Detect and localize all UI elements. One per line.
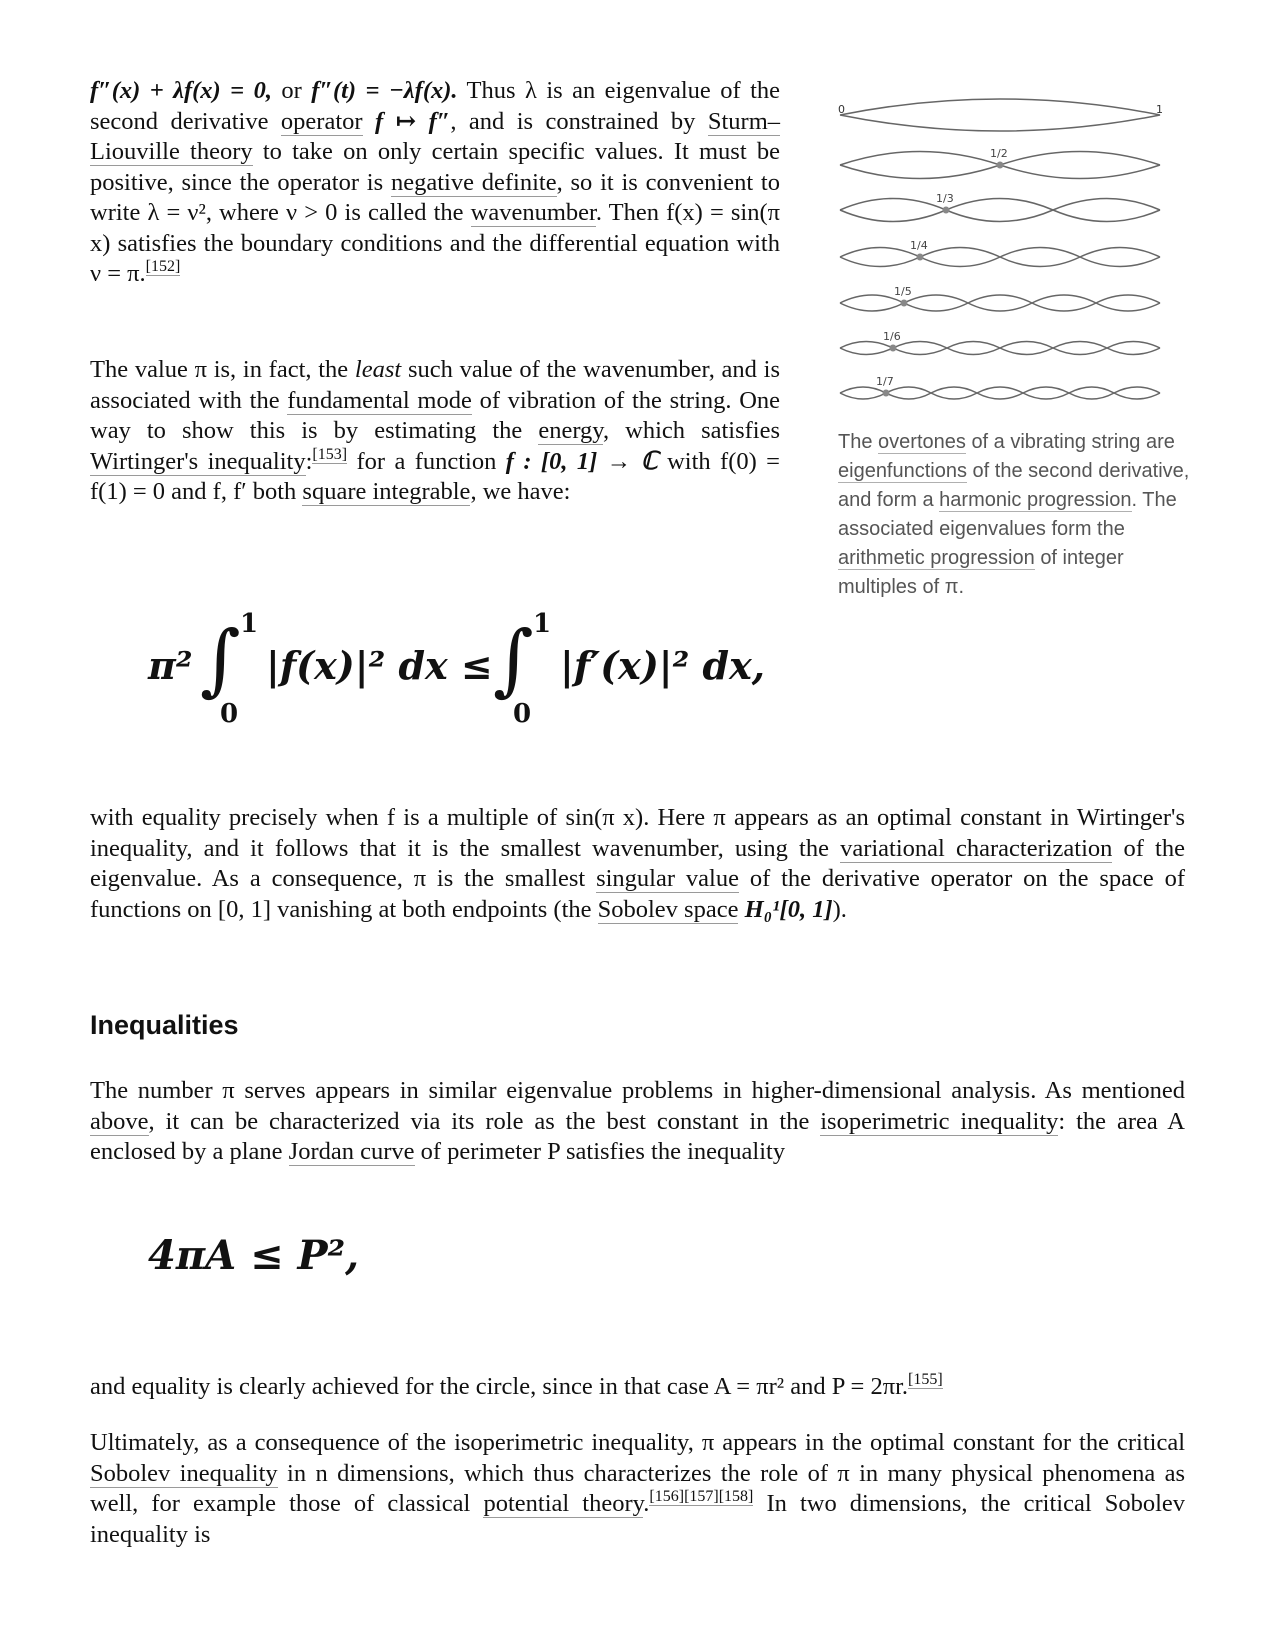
equation-inline: f″(t) = −λf(x). <box>311 77 458 104</box>
paragraph-equality: with equality precisely when f is a multiple of sin(π x). Here π appears as an optimal constant in Wirtinger's inequality, and it follows that it is the smallest wavenumber, using the variational characterization of the eigenvalue. As a consequence, π is the smallest singular value of the derivative operator on the space of functions on [0, 1] vanishing at both endpoints (the Sobolev space H₀¹[0, 1]). <box>90 804 1185 923</box>
citation-153[interactable]: [153] <box>312 445 348 463</box>
link-isoperimetric-inequality[interactable]: isoperimetric inequality <box>820 1107 1059 1135</box>
link-overtones[interactable]: overtones <box>878 431 966 453</box>
svg-text:1/2: 1/2 <box>990 147 1008 160</box>
link-eigenfunctions[interactable]: eigenfunctions <box>838 460 967 482</box>
link-wirtinger-inequality[interactable]: Wirtinger's inequality <box>90 447 306 475</box>
equation-inline: f″(x) + λf(x) = 0, <box>90 77 272 104</box>
link-square-integrable[interactable]: square integrable <box>302 478 471 505</box>
citation-152[interactable]: [152] <box>145 258 181 275</box>
link-energy[interactable]: energy <box>538 417 603 444</box>
svg-text:1/5: 1/5 <box>894 285 912 298</box>
svg-text:1: 1 <box>1156 103 1163 116</box>
string-mode-5 <box>840 285 1160 311</box>
citations-156-158[interactable]: [156][157][158] <box>649 1488 754 1505</box>
paragraph-eigenvalue: f″(x) + λf(x) = 0, or f″(t) = −λf(x). Thus λ is an eigenvalue of the second derivative operator f ↦ f″, and is constrained by Sturm–Liouville theory to take on only certain specific values. It must be positive, since the operator is negative definite, so it is convenient to write λ = ν², where ν > 0 is called the wavenumber. Then f(x) = sin(π x) satisfies the boundary conditions and the differential equation with ν = π.[152] <box>90 77 781 287</box>
svg-text:1/6: 1/6 <box>883 330 901 343</box>
wirtinger-formula: π² ∫ 1 0 |f(x)|² dx ≤ ∫ 1 0 |f′(x)|² dx, <box>148 609 765 729</box>
string-mode-2 <box>840 147 1160 179</box>
link-sobolev-inequality[interactable]: Sobolev inequality <box>90 1459 278 1487</box>
paragraph-sobolev: Ultimately, as a consequence of the isoperimetric inequality, π appears in the optimal constant for the critical Sobolev inequality in n dimensions, which thus characterizes the role of π in many physical phenomena as well, for example those of classical potential theory.[156][157][158] In two dimensions, the critical Sobolev inequality is <box>90 1429 1186 1548</box>
link-fundamental-mode[interactable]: fundamental mode <box>287 386 472 414</box>
link-negative-definite[interactable]: negative definite <box>390 168 557 196</box>
link-sturm-liouville[interactable]: Sturm–Liouville theory <box>90 107 781 165</box>
link-potential-theory[interactable]: potential theory <box>483 1490 644 1517</box>
integral-sign: ∫ <box>200 615 241 705</box>
link-arithmetic-progression[interactable]: arithmetic progression <box>838 547 1035 569</box>
svg-text:1/7: 1/7 <box>876 375 894 388</box>
string-mode-4 <box>840 239 1160 267</box>
figure-caption: The overtones of a vibrating string are eigenfunctions of the second derivative, and form a harmonic progression. The associated eigenvalues form the arithmetic progression of integer multiples of π. <box>838 431 1190 598</box>
svg-text:0: 0 <box>838 103 845 116</box>
paragraph-least-value: The value π is, in fact, the least such value of the wavenumber, and is associated with the fundamental mode of vibration of the string. One way to show this is by estimating the energy, which satisfies Wirtinger's inequality:[153] for a function f : [0, 1] → ℂ with f(0) = f(1) = 0 and f, f′ both square integrable, we have: <box>90 356 781 505</box>
link-above[interactable]: above <box>90 1107 149 1135</box>
citation-155[interactable]: [155] <box>908 1371 943 1388</box>
integral-sign: ∫ <box>493 615 534 705</box>
link-variational-characterization[interactable]: variational characterization <box>840 834 1113 862</box>
paragraph-circle: and equality is clearly achieved for the circle, since in that case A = πr² and P = 2πr.[155] <box>90 1371 943 1400</box>
link-wavenumber[interactable]: wavenumber <box>470 199 596 226</box>
section-heading-inequalities: Inequalities <box>90 1010 239 1040</box>
link-singular-value[interactable]: singular value <box>596 865 739 892</box>
link-jordan-curve[interactable]: Jordan curve <box>288 1138 415 1165</box>
string-mode-6 <box>840 330 1160 355</box>
link-sobolev-space[interactable]: Sobolev space <box>597 895 739 923</box>
link-operator[interactable]: operator <box>280 107 363 135</box>
paragraph-isoperimetric: The number π serves appears in similar eigenvalue problems in higher-dimensional analysis. As mentioned above, it can be characterized via its role as the best constant in the isoperimetric inequality: the area A enclosed by a plane Jordan curve of perimeter P satisfies the inequality <box>90 1077 1185 1165</box>
string-mode-3 <box>840 192 1160 222</box>
svg-text:1/3: 1/3 <box>936 192 954 205</box>
link-harmonic-progression[interactable]: harmonic progression <box>939 489 1132 511</box>
overtones-figure <box>830 95 1180 415</box>
string-mode-1 <box>838 99 1163 131</box>
string-mode-7 <box>840 375 1160 399</box>
isoperimetric-formula: 4πA ≤ P², <box>148 1232 360 1279</box>
svg-text:1/4: 1/4 <box>910 239 928 252</box>
